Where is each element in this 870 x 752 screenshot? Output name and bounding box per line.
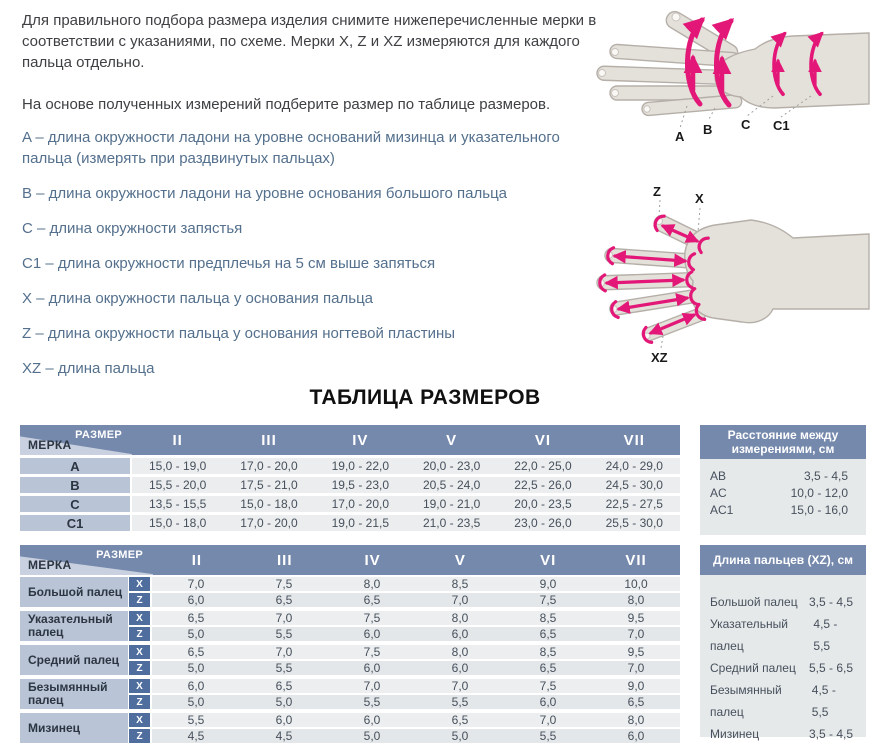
value-cell: 15,0 - 18,0 bbox=[240, 497, 298, 511]
panel-row-label: Мизинец bbox=[710, 727, 760, 741]
value-cell: 22,0 - 25,0 bbox=[514, 459, 572, 473]
size-column-header: VI bbox=[534, 431, 552, 449]
value-cell: 7,0 bbox=[627, 661, 645, 675]
row-measure-label: C bbox=[20, 496, 130, 512]
table2-body bbox=[20, 577, 680, 743]
row-measure-label: C1 bbox=[20, 515, 130, 531]
panel-row-label: Безымянный палец bbox=[710, 683, 782, 719]
value-cell: 7,0 bbox=[627, 627, 645, 641]
sub-row-z-label: Z bbox=[129, 695, 150, 709]
value-cell: 7,0 bbox=[363, 679, 381, 693]
definition-line: X – длина окружности пальца у основания пальца bbox=[22, 290, 374, 307]
value-cell: 8,0 bbox=[451, 645, 469, 659]
value-cell: 13,5 - 15,5 bbox=[148, 497, 207, 511]
panel-row bbox=[700, 657, 866, 679]
value-cell: 6,5 bbox=[187, 645, 205, 659]
value-cell: 8,0 bbox=[627, 593, 645, 607]
sub-row-x-label: X bbox=[129, 611, 150, 625]
size-column-header: V bbox=[454, 551, 466, 569]
value-cell: 5,0 bbox=[363, 729, 381, 743]
value-cell: 7,0 bbox=[275, 645, 293, 659]
panel-row-value: 3,5 - 4,5 bbox=[803, 469, 848, 483]
distance-panel-body bbox=[700, 459, 866, 535]
sub-row-x-label: X bbox=[129, 645, 150, 659]
value-cell: 5,0 bbox=[187, 627, 205, 641]
x-values bbox=[152, 645, 680, 659]
definition-line: C – длина окружности запястья bbox=[22, 220, 243, 237]
diagram-label-c1: C1 bbox=[773, 118, 790, 133]
value-cell: 25,5 - 30,0 bbox=[605, 516, 663, 530]
value-cell: 17,0 - 20,0 bbox=[240, 459, 298, 473]
value-cell: 22,5 - 27,5 bbox=[605, 497, 663, 511]
distance-panel bbox=[700, 425, 866, 535]
value-cell: 19,0 - 21,0 bbox=[422, 497, 481, 511]
value-cell: 9,0 bbox=[627, 679, 645, 693]
sub-row-z-label: Z bbox=[129, 661, 150, 675]
value-cell: 5,5 bbox=[451, 695, 469, 709]
value-cell: 19,5 - 23,0 bbox=[331, 478, 389, 492]
intro-paragraph-2: На основе полученных измерений подберите размер по таблице размеров. bbox=[22, 96, 551, 113]
corner-size-label: РАЗМЕР bbox=[75, 429, 122, 441]
value-cell: 6,5 bbox=[363, 593, 381, 607]
intro-text bbox=[22, 10, 600, 136]
table1-body bbox=[20, 458, 680, 531]
hand-side-illustration bbox=[585, 0, 870, 150]
finger-length-panel bbox=[700, 545, 866, 741]
diagram-label-z: Z bbox=[653, 184, 661, 199]
value-cell: 6,5 bbox=[539, 627, 557, 641]
definition-line: A – длина окружности ладони на уровне оснований мизинца и указательного пальца (измерять при раздвинутых пальцах) bbox=[22, 129, 560, 167]
sub-row-x-label: X bbox=[129, 679, 150, 693]
corner-measure-label: МЕРКА bbox=[28, 438, 72, 452]
value-cell: 6,0 bbox=[363, 713, 381, 727]
table1-corner-cell bbox=[20, 425, 132, 455]
table-row bbox=[20, 458, 680, 474]
row-measure-label: B bbox=[20, 477, 130, 493]
value-cell: 5,5 bbox=[275, 661, 293, 675]
value-cell: 5,5 bbox=[275, 627, 293, 641]
definition-line: XZ – длина пальца bbox=[22, 360, 155, 377]
panel-row-label: Средний палец bbox=[710, 661, 796, 675]
sub-row-z-label: Z bbox=[129, 627, 150, 641]
diagram-label-a: A bbox=[675, 129, 685, 144]
panel-row-value: 4,5 - 5,5 bbox=[811, 683, 836, 719]
size-table-fingers bbox=[20, 545, 680, 743]
definition-line: Z – длина окружности пальца у основания ногтевой пластины bbox=[22, 325, 456, 342]
finger-name-label: Большой палец bbox=[20, 577, 128, 607]
table-row bbox=[20, 496, 680, 512]
row-measure-label: A bbox=[20, 458, 130, 474]
row-values bbox=[132, 477, 680, 493]
panel-row bbox=[700, 613, 866, 657]
definition-line: C1 – длина окружности предплечья на 5 см выше запяться bbox=[22, 255, 436, 272]
value-cell: 15,0 - 18,0 bbox=[148, 516, 207, 530]
value-cell: 24,5 - 30,0 bbox=[605, 478, 663, 492]
value-cell: 19,0 - 21,5 bbox=[331, 516, 389, 530]
x-values bbox=[152, 611, 680, 625]
table1-header bbox=[20, 425, 680, 455]
hand-measure-diagram-top bbox=[585, 170, 870, 375]
panel-row-label: Большой палец bbox=[710, 595, 798, 609]
diagram-label-x: X bbox=[695, 191, 704, 206]
value-cell: 8,5 bbox=[539, 611, 557, 625]
value-cell: 7,0 bbox=[539, 713, 557, 727]
value-cell: 6,5 bbox=[627, 695, 645, 709]
value-cell: 6,5 bbox=[275, 593, 293, 607]
table2-header bbox=[20, 545, 680, 575]
page-title: ТАБЛИЦА РАЗМЕРОВ bbox=[309, 386, 541, 409]
value-cell: 4,5 bbox=[187, 729, 205, 743]
value-cell: 20,0 - 23,0 bbox=[422, 459, 481, 473]
value-cell: 7,0 bbox=[187, 577, 205, 591]
panel-row bbox=[700, 723, 866, 745]
value-cell: 6,0 bbox=[187, 679, 205, 693]
x-values bbox=[152, 577, 680, 591]
value-cell: 5,5 bbox=[187, 713, 205, 727]
diagram-label-c: C bbox=[741, 117, 751, 132]
row-values bbox=[132, 496, 680, 512]
z-values bbox=[152, 593, 680, 607]
value-cell: 6,0 bbox=[363, 627, 381, 641]
size-column-header: IV bbox=[364, 551, 381, 569]
panel-row-value: 10,0 - 12,0 bbox=[790, 486, 848, 500]
size-column-header: II bbox=[191, 551, 203, 569]
table1-columns bbox=[132, 425, 680, 455]
diagram-label-xz: XZ bbox=[651, 350, 668, 365]
value-cell: 5,0 bbox=[275, 695, 293, 709]
z-values bbox=[152, 695, 680, 709]
panel-row bbox=[700, 502, 866, 519]
corner-size-label: РАЗМЕР bbox=[96, 549, 143, 561]
value-cell: 7,5 bbox=[539, 593, 557, 607]
x-values bbox=[152, 713, 680, 727]
value-cell: 6,5 bbox=[187, 611, 205, 625]
value-cell: 9,5 bbox=[627, 645, 645, 659]
value-cell: 6,0 bbox=[627, 729, 645, 743]
value-cell: 21,0 - 23,5 bbox=[422, 516, 481, 530]
value-cell: 15,5 - 20,0 bbox=[148, 478, 207, 492]
z-values bbox=[152, 627, 680, 641]
value-cell: 17,0 - 20,0 bbox=[331, 497, 389, 511]
panel-row-label: AC1 bbox=[710, 503, 734, 517]
size-column-header: IV bbox=[352, 431, 369, 449]
value-cell: 5,0 bbox=[187, 695, 205, 709]
distance-panel-header: Расстояние между измерениями, см bbox=[700, 425, 866, 459]
value-cell: 5,0 bbox=[187, 661, 205, 675]
diagram-label-b: B bbox=[703, 122, 713, 137]
panel-row-label: AB bbox=[710, 469, 727, 483]
value-cell: 6,0 bbox=[363, 661, 381, 675]
sub-row-z-label: Z bbox=[129, 729, 150, 743]
panel-row bbox=[700, 679, 866, 723]
value-cell: 22,5 - 26,0 bbox=[514, 478, 572, 492]
panel-row bbox=[700, 468, 866, 485]
finger-name-label: Мизинец bbox=[20, 713, 128, 743]
table2-corner-cell bbox=[20, 545, 153, 575]
finger-length-panel-header: Длина пальцев (XZ), см bbox=[700, 545, 866, 575]
size-column-header: III bbox=[276, 551, 293, 569]
value-cell: 6,0 bbox=[451, 627, 469, 641]
finger-group-row bbox=[20, 713, 680, 743]
size-column-header: VII bbox=[625, 551, 647, 569]
value-cell: 6,5 bbox=[539, 661, 557, 675]
table2-columns bbox=[153, 545, 680, 575]
value-cell: 6,0 bbox=[451, 661, 469, 675]
value-cell: 19,0 - 22,0 bbox=[331, 459, 389, 473]
value-cell: 7,5 bbox=[539, 679, 557, 693]
value-cell: 4,5 bbox=[275, 729, 293, 743]
value-cell: 24,0 - 29,0 bbox=[605, 459, 663, 473]
value-cell: 15,0 - 19,0 bbox=[148, 459, 207, 473]
value-cell: 8,0 bbox=[627, 713, 645, 727]
panel-row-value: 5,5 - 6,5 bbox=[808, 661, 853, 675]
finger-length-panel-body bbox=[700, 575, 866, 741]
value-cell: 9,5 bbox=[627, 611, 645, 625]
finger-name-label: Средний палец bbox=[20, 645, 128, 675]
size-column-header: V bbox=[446, 431, 458, 449]
value-cell: 7,5 bbox=[363, 645, 381, 659]
panel-row-value: 15,0 - 16,0 bbox=[790, 503, 848, 517]
value-cell: 17,0 - 20,0 bbox=[240, 516, 298, 530]
sub-row-x-label: X bbox=[129, 577, 150, 591]
size-column-header: III bbox=[261, 431, 277, 449]
value-cell: 6,0 bbox=[539, 695, 557, 709]
panel-row-label: Указательный палец bbox=[710, 617, 788, 653]
value-cell: 5,5 bbox=[363, 695, 381, 709]
size-column-header: II bbox=[172, 431, 183, 449]
panel-row-label: AC bbox=[710, 486, 727, 500]
panel-row-value: 3,5 - 4,5 bbox=[808, 727, 853, 741]
panel-row bbox=[700, 485, 866, 502]
z-values bbox=[152, 661, 680, 675]
value-cell: 9,0 bbox=[539, 577, 557, 591]
panel-row-value: 4,5 - 5,5 bbox=[813, 617, 838, 653]
value-cell: 6,5 bbox=[275, 679, 293, 693]
value-cell: 17,5 - 21,0 bbox=[240, 478, 298, 492]
value-cell: 7,0 bbox=[451, 593, 469, 607]
value-cell: 6,0 bbox=[187, 593, 205, 607]
finger-group-row bbox=[20, 611, 680, 641]
value-cell: 20,5 - 24,0 bbox=[422, 478, 481, 492]
row-values bbox=[132, 458, 680, 474]
value-cell: 7,5 bbox=[275, 577, 293, 591]
value-cell: 6,0 bbox=[275, 713, 293, 727]
value-cell: 23,0 - 26,0 bbox=[514, 516, 572, 530]
finger-group-row bbox=[20, 679, 680, 709]
value-cell: 20,0 - 23,5 bbox=[514, 497, 572, 511]
hand-top-illustration bbox=[585, 170, 870, 370]
finger-name-label: Указательный палец bbox=[20, 611, 128, 641]
value-cell: 8,5 bbox=[539, 645, 557, 659]
value-cell: 7,0 bbox=[451, 679, 469, 693]
value-cell: 7,5 bbox=[363, 611, 381, 625]
size-table-circumference bbox=[20, 425, 680, 531]
finger-group-row bbox=[20, 645, 680, 675]
row-values bbox=[132, 515, 680, 531]
z-values bbox=[152, 729, 680, 743]
sub-row-x-label: X bbox=[129, 713, 150, 727]
definition-line: B – длина окружности ладони на уровне основания большого пальца bbox=[22, 185, 508, 202]
size-column-header: VII bbox=[623, 431, 645, 449]
value-cell: 7,0 bbox=[275, 611, 293, 625]
table-row bbox=[20, 515, 680, 531]
panel-row bbox=[700, 591, 866, 613]
hand-measure-diagram-side bbox=[585, 0, 870, 155]
table-row bbox=[20, 477, 680, 493]
corner-measure-label: МЕРКА bbox=[28, 558, 72, 572]
finger-group-row bbox=[20, 577, 680, 607]
sub-row-z-label: Z bbox=[129, 593, 150, 607]
value-cell: 6,5 bbox=[451, 713, 469, 727]
value-cell: 5,0 bbox=[451, 729, 469, 743]
intro-paragraph-1: Для правильного подбора размера изделия снимите нижеперечисленные мерки в соответствии с указаниями, по схеме. Мерки X, Z и XZ измеряются для каждого пальца отдельно. bbox=[22, 12, 597, 71]
value-cell: 8,0 bbox=[363, 577, 381, 591]
value-cell: 8,0 bbox=[451, 611, 469, 625]
value-cell: 5,5 bbox=[539, 729, 557, 743]
panel-row-value: 3,5 - 4,5 bbox=[808, 595, 853, 609]
value-cell: 8,5 bbox=[451, 577, 469, 591]
size-column-header: VI bbox=[540, 551, 557, 569]
measurement-definitions bbox=[22, 127, 600, 393]
finger-name-label: Безымянный палец bbox=[20, 679, 128, 709]
value-cell: 10,0 bbox=[624, 577, 648, 591]
x-values bbox=[152, 679, 680, 693]
